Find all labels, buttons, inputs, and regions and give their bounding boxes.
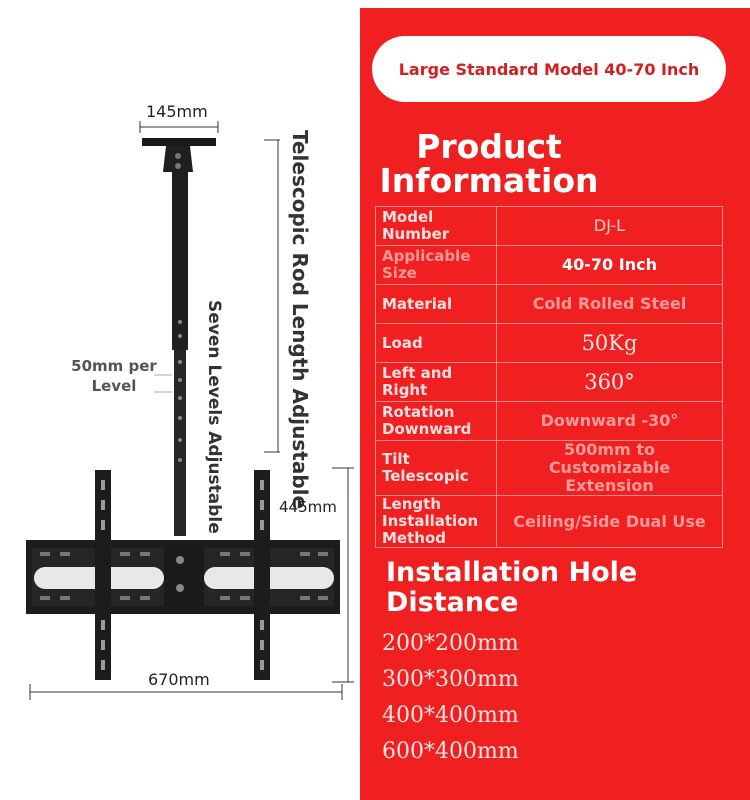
spec-value: 500mm to Customizable Extension [497, 441, 723, 496]
model-badge: Large Standard Model 40-70 Inch [372, 36, 726, 102]
plate-height-label: 445mm [279, 498, 337, 516]
hole-distance-list [382, 626, 519, 770]
spec-value: DJ-L [497, 207, 723, 246]
ceiling-plate [142, 138, 216, 146]
spec-label: Material [376, 285, 497, 324]
list-item: 400*400mm [382, 703, 519, 728]
spec-value: 40-70 Inch [497, 246, 723, 285]
plate-width-label: 670mm [148, 670, 210, 689]
table-row [376, 441, 723, 496]
table-row [376, 246, 723, 285]
rod-length-label: Telescopic Rod Length Adjustable [288, 130, 312, 510]
list-item: 200*200mm [382, 631, 519, 656]
spec-label: Rotation Downward [376, 402, 497, 441]
spec-label: Left and Right [376, 363, 497, 402]
table-row [376, 207, 723, 246]
table-row [376, 324, 723, 363]
spec-value: Cold Rolled Steel [497, 285, 723, 324]
info-panel [360, 8, 750, 800]
table-row [376, 402, 723, 441]
table-row [376, 285, 723, 324]
per-level-label: 50mm per Level [71, 357, 157, 395]
table-row [376, 363, 723, 402]
top-width-label: 145mm [146, 102, 208, 121]
product-diagram [0, 0, 360, 800]
product-info-title: Product Information [379, 127, 599, 200]
spec-label: Applicable Size [376, 246, 497, 285]
spec-label: Length Installation Method [376, 496, 497, 548]
levels-label: Seven Levels Adjustable [204, 300, 224, 534]
spec-value: Ceiling/Side Dual Use [497, 496, 723, 548]
spec-value: 360° [497, 363, 723, 402]
hole-distance-title: Installation Hole Distance [386, 557, 638, 618]
list-item: 600*400mm [382, 739, 519, 764]
spec-label: Model Number [376, 207, 497, 246]
spec-table [375, 206, 723, 548]
spec-value: Downward -30° [497, 402, 723, 441]
spec-value: 50Kg [497, 324, 723, 363]
spec-label: Load [376, 324, 497, 363]
spec-label: Tilt Telescopic [376, 441, 497, 496]
list-item: 300*300mm [382, 667, 519, 692]
table-row [376, 496, 723, 548]
